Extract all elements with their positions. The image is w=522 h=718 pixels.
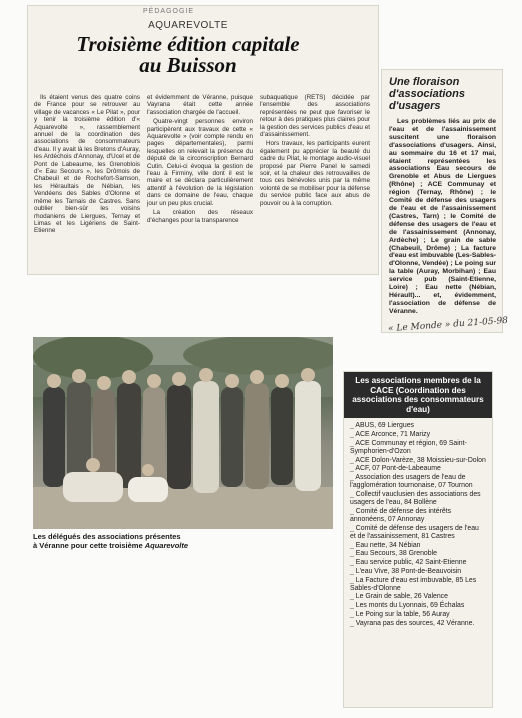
sidebar-clipping xyxy=(382,70,502,332)
col2-paragraph-3: La création des réseaux d'échanges pour la transparence xyxy=(147,209,253,224)
sidebar-title-line-1: Une floraison xyxy=(389,76,460,88)
article-column-2 xyxy=(147,94,253,226)
photo-caption-line-2 xyxy=(33,541,333,550)
association-list-item: _ Collectif vauclusien des associations des usagers de l'eau, 84 Bollène xyxy=(350,491,486,507)
headline xyxy=(28,34,348,76)
association-list-item: _ L'eau Vive, 38 Pont-de-Beauvoisin xyxy=(350,568,486,576)
headline-line-2: au Buisson xyxy=(139,53,237,77)
association-list-item: _ Le Grain de sable, 26 Valence xyxy=(350,593,486,601)
group-photo-illustration xyxy=(33,337,333,529)
association-list-item: _ ACE Communay et région, 69 Saint-Symphorien-d'Ozon xyxy=(350,440,486,456)
association-list-item: _ ACE Dolon-Varèze, 38 Moissieu-sur-Dolon xyxy=(350,457,486,465)
photo-caption xyxy=(33,532,333,550)
association-list-item: _ Vayrana pas des sources, 42 Véranne. xyxy=(350,620,486,628)
association-list-item: _ Association des usagers de l'eau de l'agglomération tournonaise, 07 Tournon xyxy=(350,474,486,490)
photo-caption-line-1: Les délégués des associations présentes xyxy=(33,532,181,541)
association-list-item: _ Le Poing sur la table, 56 Auray xyxy=(350,611,486,619)
association-list-item: _ Les monts du Lyonnais, 69 Échalas xyxy=(350,602,486,610)
kicker: PÉDAGOGIE xyxy=(143,8,195,15)
sidebar-body xyxy=(389,118,496,316)
col2-paragraph-1: et évidemment de Véranne, puisque Vayrana était cette année l'association chargée de l'accueil. xyxy=(147,94,253,116)
association-list-item: _ Eau Secours, 38 Grenoble xyxy=(350,550,486,558)
association-list-box xyxy=(344,372,492,707)
article-clipping xyxy=(28,6,378,274)
headline-line-1: Troisième édition capitale xyxy=(76,32,300,56)
col2-paragraph-2: Quatre-vingt personnes environ participèrent aux travaux de cette « Aquarevolte » (voir compte rendu en pages départementales), parmi lesquelles on relevait la présence du député de la circonscription Bernard Cutin. Celui-ci évoqua la gestion de l'eau à Firminy, ville dont il est le maire et se déclara particulièrement attentif à l'évolution de la législation dans ce domaine de l'eau, chaque jour un peu plus crucial. xyxy=(147,118,253,207)
article-column-1 xyxy=(34,94,140,237)
article-column-3 xyxy=(260,94,370,209)
rubric: AQUAREVOLTE xyxy=(148,20,228,31)
photo-caption-emphasis: Aquarevolte xyxy=(144,541,189,550)
photo-caption-text: à Véranne pour cette troisième xyxy=(33,541,143,550)
association-list-header: Les associations membres de la CACE (Coordination des associations des consommateurs d'eau) xyxy=(344,372,492,418)
association-list-item: _ Eau service public, 42 Saint-Etienne xyxy=(350,559,486,567)
association-list-item: _ Comité de défense des usagers de l'eau et de l'assainissement, 81 Castres xyxy=(350,525,486,541)
sidebar-paragraph: Les problèmes liés au prix de l'eau et de l'assainissement suscitent une floraison d'associations d'usagers. Ainsi, au sommaire du 16 et 17 mai, étaient représentées les associations Eau secours de Grenoble et Abus de Liergues (Rhône) ; ACE Communay et région (Ternay, Rhône) ; le Comité de défense des usagers de l'eau et de l'assainissement (Castres, Tarn) ; le Comité de défense des usagers de l'eau et de l'assainissement (Annonay, Ardèche) ; Le grain de sable (Chabeuil, Drôme) ; La facture d'eau est imbuvable (Les-Sables-d'Olonne, Vendée) ; Le poing sur la table (Auray, Morbihan) ; Eau service pub (Saint-Etienne, Loire) ; Eau nette (Nébian, Hérault)... et, évidemment, l'association de défense de Véranne. xyxy=(389,118,497,315)
association-list-item: _ ACE Arconce, 71 Marizy xyxy=(350,431,486,439)
association-list-item: _ ABUS, 69 Liergues xyxy=(350,422,486,430)
association-list-item: _ La Facture d'eau est imbuvable, 85 Les Sables-d'Olonne xyxy=(350,577,486,593)
col1-paragraph: Ils étaient venus des quatre coins de France pour se retrouver au village de vacances « Le Pilat », pour y tenir la troisième édition d'« Aquarevolte », rassemblement annuel de la coordination des associations de consommateurs d'eau. Il y avait là les Bretons d'Auray, les Ardéchois d'Annonay, d'Ucel et de Pont de Labeaume, les Grenoblois d'« Eau Secours », les Drômois de Chabeuil et de Rochefort-Samson, les Héraultais de Nébian, les Vendéens des Sables d'Olonne et même les Tarnais de Castres. Sans oublier bien-sûr les voisins rhodaniens de Liergues, Ternay et Limas et les Ligériens de Saint-Etienne xyxy=(34,94,140,235)
association-list-item: _ Comité de défense des intérêts annonéens, 07 Annonay xyxy=(350,508,486,524)
handwritten-source-note: « Le Monde » du 21-05-98 xyxy=(387,315,509,335)
group-photo xyxy=(33,337,333,529)
sidebar-title xyxy=(389,76,496,112)
association-list-item: _ Eau nette, 34 Nébian xyxy=(350,542,486,550)
association-list xyxy=(344,418,492,627)
col3-paragraph-1: subaquatique (RETS) décidée par l'ensemble des associations représentées ne peut que favoriser le retour à des pratiques plus claires pour la gestion des services publics d'eau et d'assainissement. xyxy=(260,94,370,139)
col3-paragraph-2: Hors travaux, les participants eurent également pu apprécier la beauté du cadre du Pilat, le montage audio-visuel proposé par Pierre Panel le samedi soir, et la chaleur des retrouvailles de tous ces bénévoles unis par la même volonté de se mobiliser pour la défense du service public face aux abus de pouvoir ou à la corruption. xyxy=(260,140,370,207)
association-list-item: _ ACF, 07 Pont-de-Labeaume xyxy=(350,465,486,473)
sidebar-title-line-2: d'associations d'usagers xyxy=(389,88,465,112)
